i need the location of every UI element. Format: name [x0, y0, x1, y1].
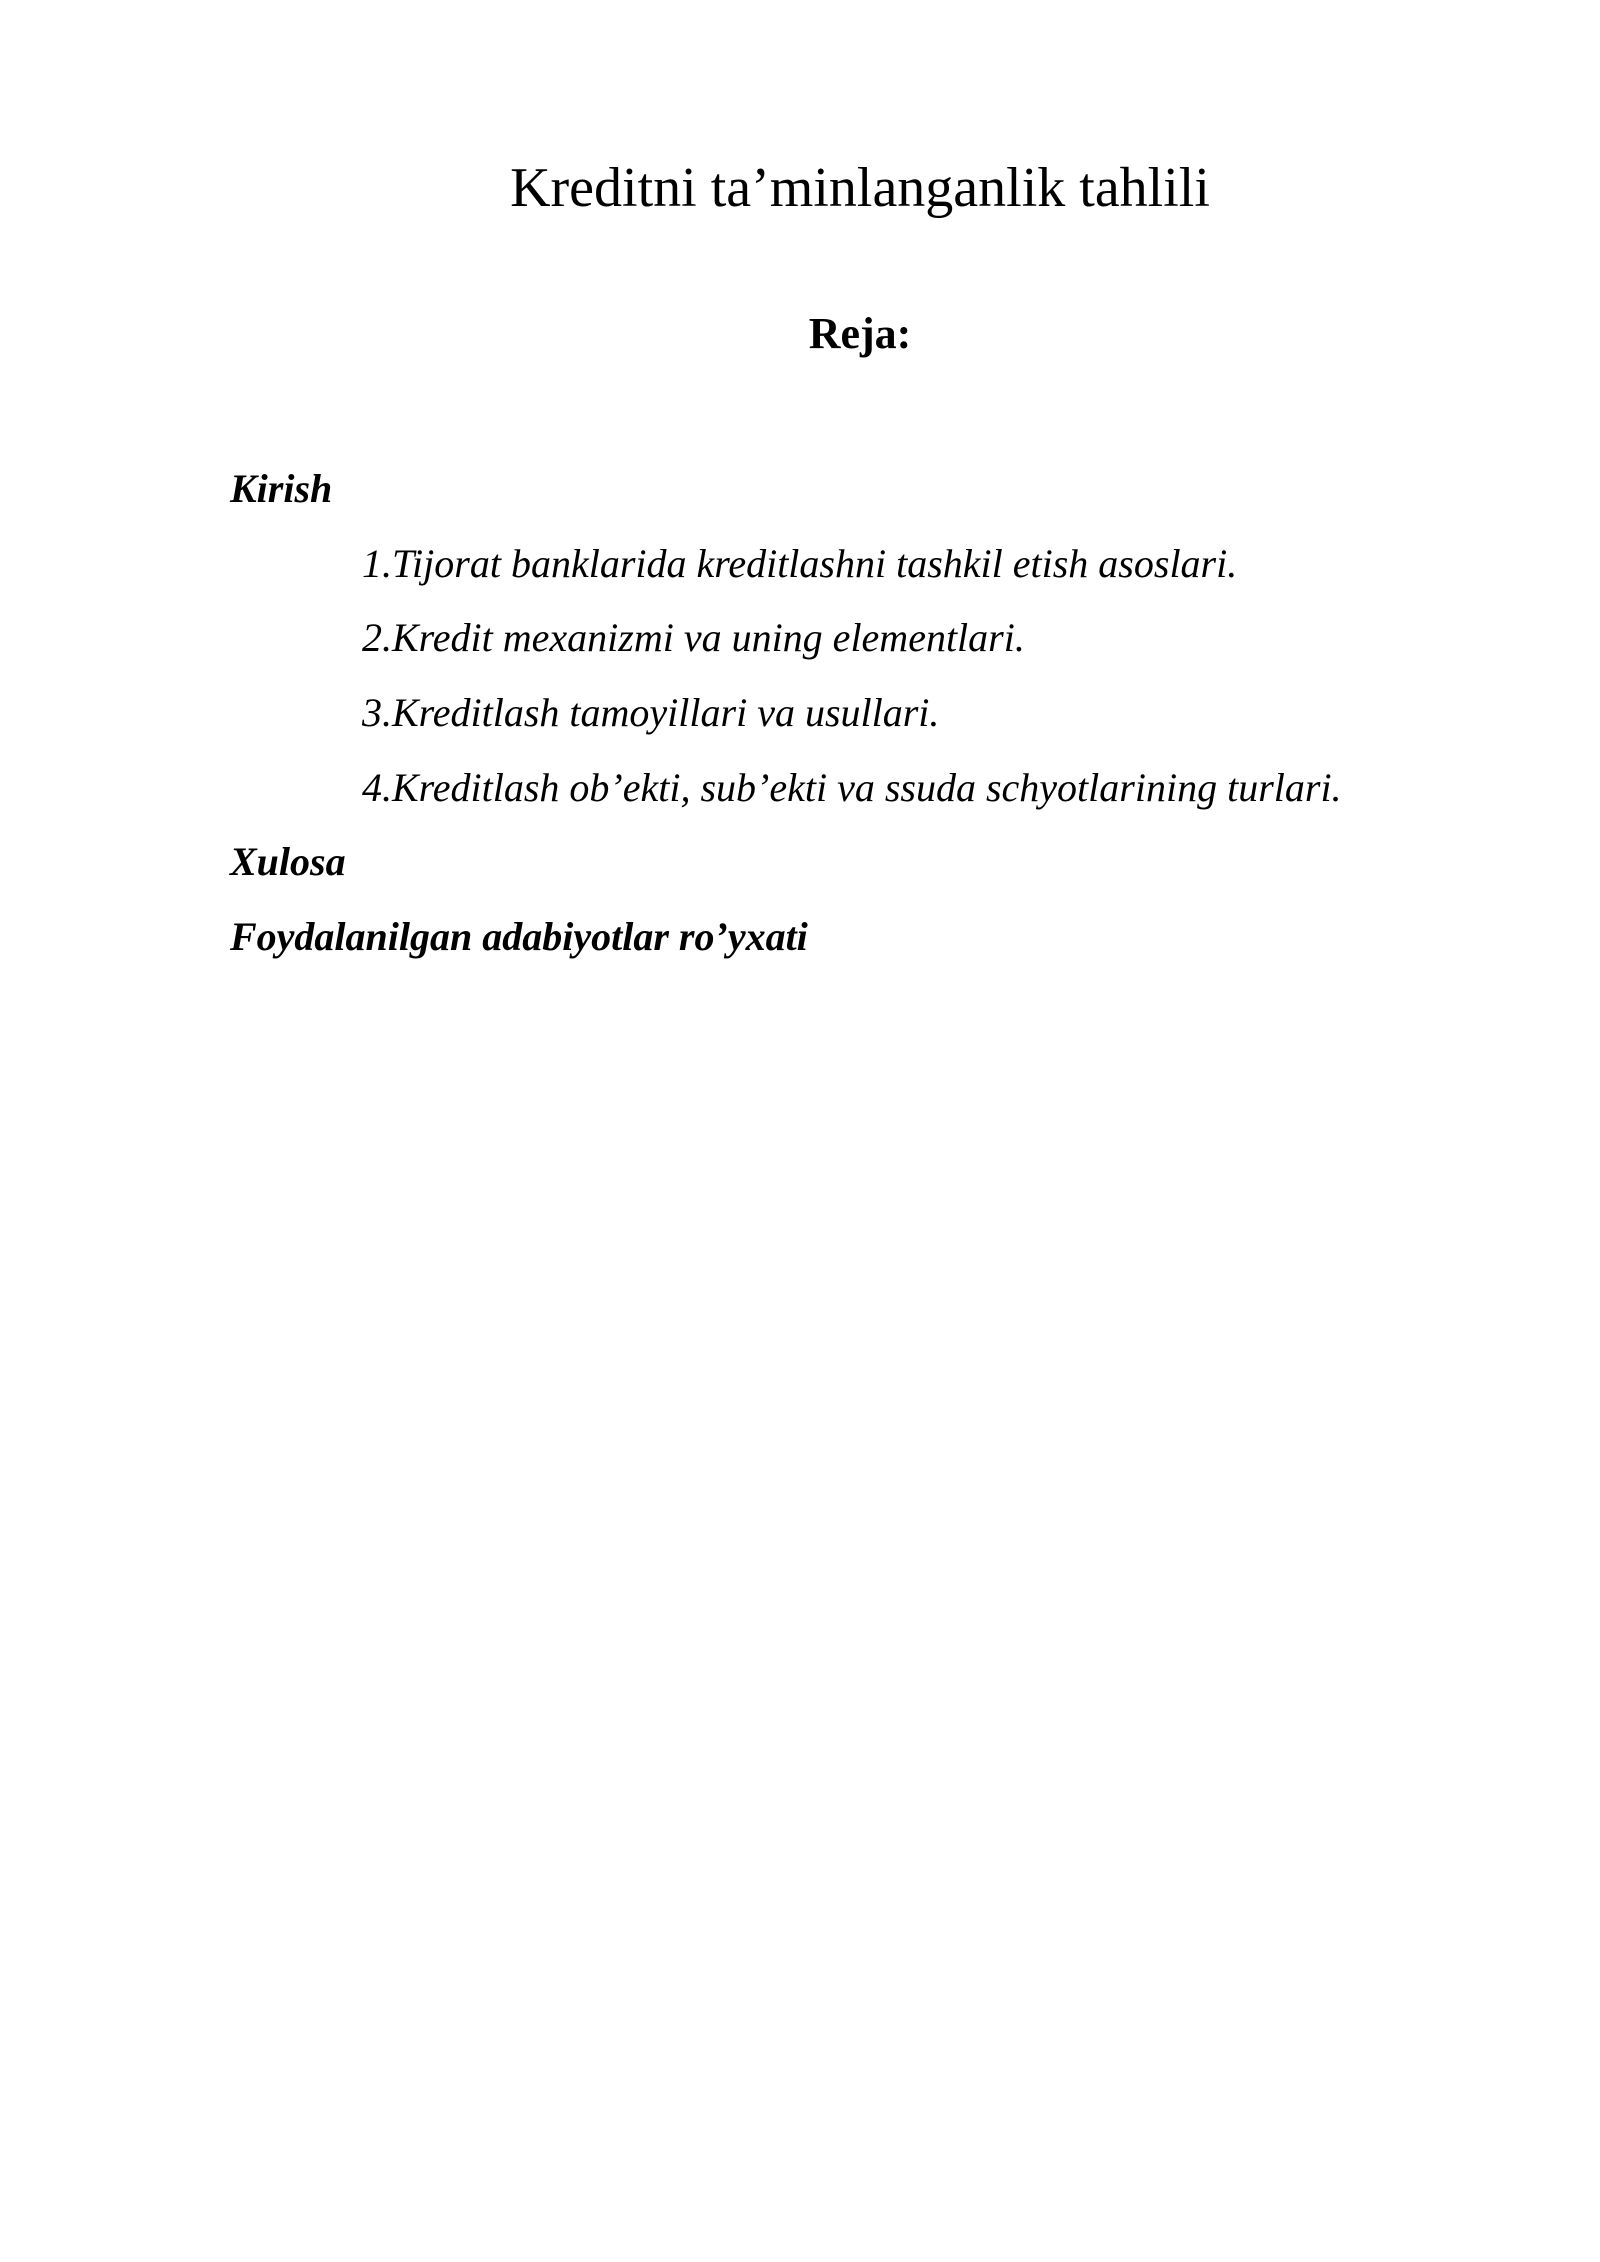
- toc-item-4: 4.Kreditlash ob’ekti, sub’ekti va ssuda schyotlarining turlari.: [362, 765, 1342, 810]
- toc-references: Foydalanilgan adabiyotlar ro’yxati: [230, 914, 808, 959]
- document-title: Kreditni ta’minlanganlik tahlili: [510, 157, 1210, 219]
- toc-introduction: Kirish: [230, 466, 333, 511]
- table-of-contents: [0, 0, 1600, 1000]
- plan-heading: Reja:: [808, 309, 912, 358]
- toc-item-2: 2.Kredit mexanizmi va uning elementlari.: [362, 615, 1025, 660]
- toc-item-3: 3.Kreditlash tamoyillari va usullari.: [362, 690, 940, 735]
- toc-item-1: 1.Tijorat banklarida kreditlashni tashkil etish asoslari.: [362, 541, 1238, 586]
- toc-conclusion: Xulosa: [230, 839, 346, 884]
